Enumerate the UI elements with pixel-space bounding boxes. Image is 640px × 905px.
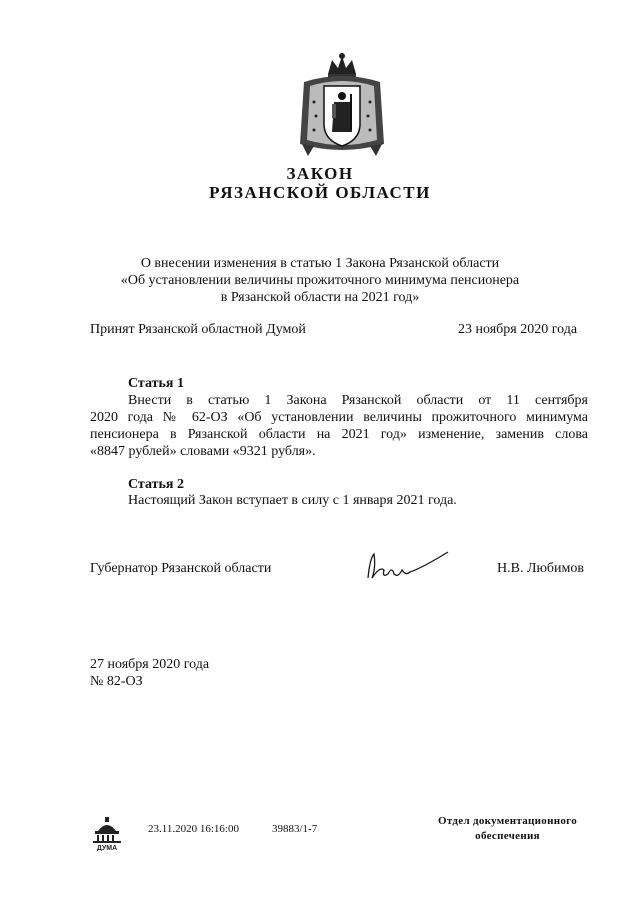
- issue-date: 27 ноября 2020 года: [90, 657, 210, 672]
- document-subtitle: РЯЗАНСКОЙ ОБЛАСТИ: [209, 183, 431, 202]
- footer-registration-number: 39883/1-7: [272, 823, 318, 835]
- subject-line-3: в Рязанской области на 2021 год»: [220, 290, 420, 305]
- article-2-text: Настоящий Закон вступает в силу с 1 января 2021 года.: [128, 493, 457, 508]
- adoption-date: 23 ноября 2020 года: [458, 322, 578, 337]
- coat-of-arms-icon: [298, 52, 386, 160]
- signatory-name: Н.В. Любимов: [497, 561, 584, 576]
- article-1-text-line: пенсионера в Рязанской области на 2021 год» изменение, заменив слова: [90, 427, 588, 442]
- department-stamp-line-1: Отдел документационного: [437, 815, 577, 827]
- article-1-text-line: «8847 рублей» словами «9321 рубля».: [90, 444, 316, 459]
- duma-logo-text: ДУМА: [96, 845, 118, 851]
- department-stamp-line-2: обеспечения: [475, 830, 540, 842]
- footer-timestamp: 23.11.2020 16:16:00: [148, 823, 239, 835]
- duma-building-icon: [90, 815, 124, 851]
- law-number: № 82-ОЗ: [90, 674, 143, 689]
- document-title: ЗАКОН: [286, 164, 354, 183]
- signatory-position: Губернатор Рязанской области: [90, 561, 272, 576]
- article-1-text-line: 2020 года № 62-ОЗ «Об установлении величины прожиточного минимума: [90, 410, 588, 425]
- article-1-heading: Статья 1: [128, 376, 184, 391]
- article-2-heading: Статья 2: [128, 477, 184, 492]
- subject-line-2: «Об установлении величины прожиточного минимума пенсионера: [120, 273, 520, 288]
- subject-line-1: О внесении изменения в статью 1 Закона Рязанской области: [140, 256, 500, 271]
- article-1-text-line: Внести в статью 1 Закона Рязанской области от 11 сентября: [128, 393, 588, 408]
- adoption-label: Принят Рязанской областной Думой: [90, 322, 306, 337]
- handwritten-signature: [362, 548, 452, 584]
